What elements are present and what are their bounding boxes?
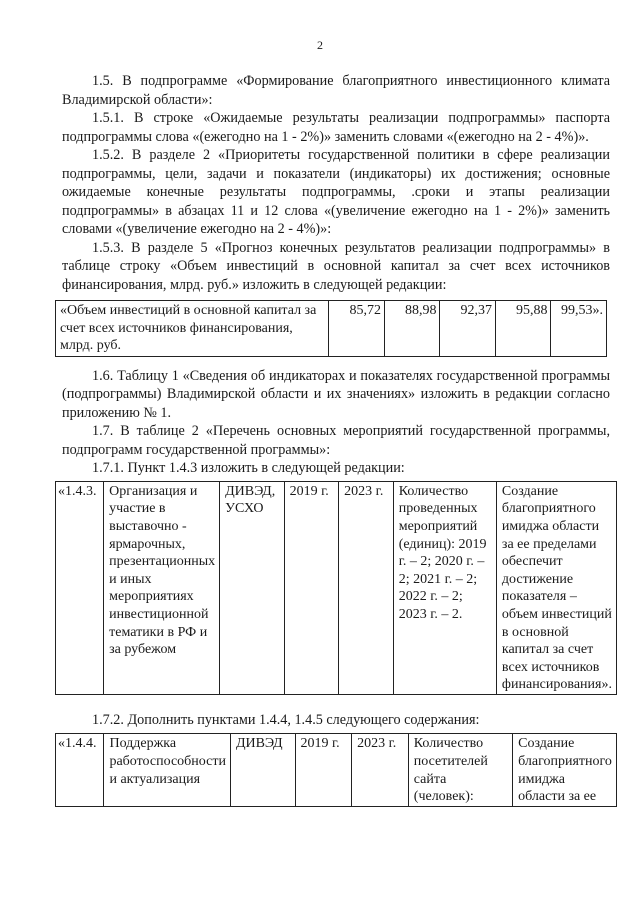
end-year-cell: 2023 г. <box>352 734 409 806</box>
start-year-cell: 2019 г. <box>284 481 339 694</box>
document-body <box>58 72 612 807</box>
paragraph-1-5-1: 1.5.1. В строке «Ожидаемые результаты реализации подпрограммы» паспорта подпрограммы слова «(ежегодно на 1 - 2%)» заменить словами «(ежегодно на 2 - 4%)». <box>62 110 610 145</box>
item-number-cell: «1.4.3. <box>56 481 104 694</box>
paragraph-1-7-2: 1.7.2. Дополнить пунктами 1.4.4, 1.4.5 следующего содержания: <box>92 711 480 728</box>
paragraph-1-7: 1.7. В таблице 2 «Перечень основных мероприятий государственной программы, подпрограмм государственной программы»: <box>62 423 610 458</box>
executor-cell: ДИВЭД, УСХО <box>220 481 285 694</box>
paragraph-1-5: 1.5. В подпрограмме «Формирование благоприятного инвестиционного климата Владимирской области»: <box>62 73 610 108</box>
paragraph-1-6: 1.6. Таблицу 1 «Сведения об индикаторах и показателях государственной программы (подпрограммы) Владимирской области и их значениях» изложить в редакции согласно приложению № 1. <box>62 367 610 421</box>
executor-cell: ДИВЭД <box>230 734 295 806</box>
table-row <box>56 734 617 806</box>
table-row <box>56 301 607 357</box>
value-cell: 92,37 <box>440 301 496 357</box>
item-number-cell: «1.4.4. <box>56 734 104 806</box>
measures-table-1-4-4 <box>55 733 617 806</box>
indicator-cell: Количество посетителей сайта (человек): <box>408 734 512 806</box>
investment-table <box>55 300 607 357</box>
measures-table-1-4-3 <box>55 481 617 695</box>
measure-name-cell: Поддержка работоспособности и актуализация <box>104 734 230 806</box>
value-cell: 88,98 <box>384 301 440 357</box>
value-cell: 99,53». <box>551 301 607 357</box>
paragraph-1-7-1: 1.7.1. Пункт 1.4.3 изложить в следующей редакции: <box>92 460 405 477</box>
result-cell: Создание благоприятного имиджа области за ее пределами обеспечит достижение показателя – объем инвестиций в основной капитал за счет всех источников финансирования». <box>496 481 616 694</box>
measure-name-cell: Организация и участие в выставочно - ярмарочных, презентационных и иных мероприятиях инвестиционной тематики в РФ и за рубежом <box>104 481 220 694</box>
paragraph-1-5-3: 1.5.3. В разделе 5 «Прогноз конечных результатов реализации подпрограммы» в таблице строку «Объем инвестиций в основной капитал за счет всех источников финансирования, млрд. руб.» изложить в следующей редакции: <box>62 239 610 293</box>
page-number: 2 <box>317 38 323 52</box>
value-cell: 85,72 <box>329 301 385 357</box>
paragraph-1-5-2: 1.5.2. В разделе 2 «Приоритеты государственной политики в сфере реализации подпрограммы, цели, задачи и показатели (индикаторы) их достижения; основные ожидаемые конечные результаты подпрограммы, .сроки и этапы реализации подпрограммы» в абзацах 11 и 12 слова «(увеличение ежегодно на 1 - 2%)» заменить словами «(увеличение ежегодно на 2 - 4%)»: <box>62 147 610 237</box>
table-row <box>56 481 617 694</box>
value-cell: 95,88 <box>495 301 551 357</box>
result-cell: Создание благоприятного имиджа области за ее <box>513 734 617 806</box>
end-year-cell: 2023 г. <box>339 481 394 694</box>
investment-label-cell: «Объем инвестиций в основной капитал за счет всех источников финансирования, млрд. руб. <box>56 301 329 357</box>
start-year-cell: 2019 г. <box>295 734 352 806</box>
indicator-cell: Количество проведенных мероприятий (единиц): 2019 г. – 2; 2020 г. – 2; 2021 г. – 2; 2022 г. – 2; 2023 г. – 2. <box>393 481 496 694</box>
